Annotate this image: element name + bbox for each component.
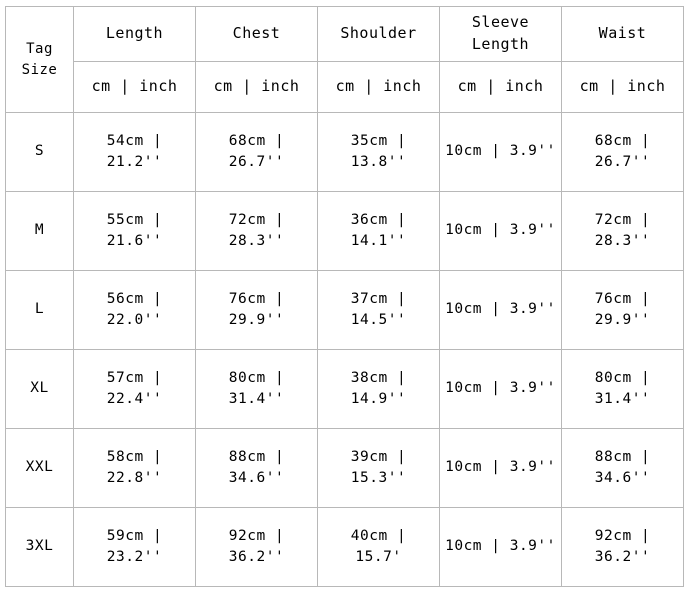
cell-chest-cm: 88cm | xyxy=(228,448,285,465)
column-header-shoulder xyxy=(318,7,440,62)
column-header-chest xyxy=(196,7,318,62)
cell-chest-cm: 72cm | xyxy=(228,211,285,228)
cell-length-cm: 59cm | xyxy=(106,527,163,544)
cell-waist-cm: 72cm | xyxy=(594,211,651,228)
unit-header-shoulder: cm | inch xyxy=(318,62,440,113)
cell-waist xyxy=(562,271,684,350)
size-chart-table xyxy=(5,6,684,587)
cell-length-cm: 57cm | xyxy=(106,369,163,386)
cell-shoulder xyxy=(318,192,440,271)
cell-length-inch: 22.8'' xyxy=(106,470,163,486)
cell-waist-inch: 34.6'' xyxy=(594,470,651,486)
cell-waist-inch: 36.2'' xyxy=(594,549,651,565)
cell-shoulder-cm: 38cm | xyxy=(350,369,407,386)
cell-length xyxy=(74,271,196,350)
cell-chest-cm: 80cm | xyxy=(228,369,285,386)
row-size-label: S xyxy=(6,113,74,192)
cell-shoulder-inch: 15.3'' xyxy=(350,470,407,486)
column-header-shoulder-line1: Shoulder xyxy=(340,24,417,43)
header-row-titles xyxy=(6,7,684,62)
cell-shoulder-inch: 14.5'' xyxy=(350,312,407,328)
cell-waist-inch: 31.4'' xyxy=(594,391,651,407)
cell-chest-cm: 68cm | xyxy=(228,132,285,149)
cell-length xyxy=(74,350,196,429)
cell-chest xyxy=(196,271,318,350)
unit-header-sleeve-length: cm | inch xyxy=(440,62,562,113)
cell-waist xyxy=(562,350,684,429)
column-header-waist xyxy=(562,7,684,62)
cell-waist xyxy=(562,508,684,587)
row-size-label: XXL xyxy=(6,429,74,508)
cell-waist-cm: 68cm | xyxy=(594,132,651,149)
cell-chest-cm: 76cm | xyxy=(228,290,285,307)
column-header-length-line1: Length xyxy=(105,24,164,43)
cell-sleeve-value: 10cm | 3.9'' xyxy=(445,459,556,476)
header-row-units xyxy=(6,62,684,113)
cell-chest xyxy=(196,350,318,429)
column-header-sleeve-length xyxy=(440,7,562,62)
column-header-sleeve-line2: Length xyxy=(471,35,530,53)
cell-length xyxy=(74,113,196,192)
cell-sleeve-length xyxy=(440,429,562,508)
cell-shoulder-cm: 39cm | xyxy=(350,448,407,465)
cell-length-cm: 56cm | xyxy=(106,290,163,307)
cell-chest xyxy=(196,429,318,508)
cell-shoulder-inch: 15.7' xyxy=(355,549,402,565)
table-row xyxy=(6,350,684,429)
cell-chest-inch: 26.7'' xyxy=(228,154,285,170)
cell-sleeve-length xyxy=(440,113,562,192)
cell-waist-inch: 26.7'' xyxy=(594,154,651,170)
tag-size-label-line2: Size xyxy=(21,61,58,78)
row-size-label: XL xyxy=(6,350,74,429)
cell-length xyxy=(74,192,196,271)
cell-length xyxy=(74,508,196,587)
column-header-sleeve-line1: Sleeve xyxy=(471,13,530,32)
cell-shoulder-inch: 13.8'' xyxy=(350,154,407,170)
unit-header-waist: cm | inch xyxy=(562,62,684,113)
cell-chest-inch: 36.2'' xyxy=(228,549,285,565)
cell-length xyxy=(74,429,196,508)
table-row xyxy=(6,429,684,508)
cell-waist xyxy=(562,429,684,508)
cell-length-cm: 55cm | xyxy=(106,211,163,228)
cell-waist-inch: 28.3'' xyxy=(594,233,651,249)
row-size-label: M xyxy=(6,192,74,271)
unit-header-length: cm | inch xyxy=(74,62,196,113)
table-row xyxy=(6,192,684,271)
cell-shoulder-cm: 40cm | xyxy=(350,527,407,544)
cell-length-cm: 54cm | xyxy=(106,132,163,149)
cell-shoulder-inch: 14.9'' xyxy=(350,391,407,407)
cell-shoulder xyxy=(318,350,440,429)
cell-sleeve-length xyxy=(440,271,562,350)
cell-chest-inch: 29.9'' xyxy=(228,312,285,328)
column-header-waist-line1: Waist xyxy=(598,24,647,43)
column-header-length xyxy=(74,7,196,62)
cell-waist xyxy=(562,113,684,192)
cell-sleeve-value: 10cm | 3.9'' xyxy=(445,538,556,555)
cell-sleeve-length xyxy=(440,350,562,429)
cell-shoulder xyxy=(318,271,440,350)
cell-waist-cm: 92cm | xyxy=(594,527,651,544)
cell-chest-inch: 31.4'' xyxy=(228,391,285,407)
cell-sleeve-value: 10cm | 3.9'' xyxy=(445,222,556,239)
cell-chest xyxy=(196,508,318,587)
column-header-chest-line1: Chest xyxy=(232,24,281,43)
cell-shoulder-cm: 36cm | xyxy=(350,211,407,228)
cell-waist-cm: 80cm | xyxy=(594,369,651,386)
row-size-label: 3XL xyxy=(6,508,74,587)
cell-waist xyxy=(562,192,684,271)
cell-shoulder-cm: 37cm | xyxy=(350,290,407,307)
cell-length-cm: 58cm | xyxy=(106,448,163,465)
cell-shoulder xyxy=(318,113,440,192)
table-body xyxy=(6,113,684,587)
tag-size-header xyxy=(6,7,74,113)
cell-sleeve-value: 10cm | 3.9'' xyxy=(445,380,556,397)
cell-sleeve-value: 10cm | 3.9'' xyxy=(445,143,556,160)
table-row xyxy=(6,508,684,587)
tag-size-label-line1: Tag xyxy=(26,41,53,58)
row-size-label: L xyxy=(6,271,74,350)
cell-waist-inch: 29.9'' xyxy=(594,312,651,328)
cell-length-inch: 21.6'' xyxy=(106,233,163,249)
unit-header-chest: cm | inch xyxy=(196,62,318,113)
table-header xyxy=(6,7,684,113)
cell-length-inch: 21.2'' xyxy=(106,154,163,170)
cell-shoulder-inch: 14.1'' xyxy=(350,233,407,249)
cell-shoulder xyxy=(318,508,440,587)
cell-length-inch: 23.2'' xyxy=(106,549,163,565)
cell-length-inch: 22.4'' xyxy=(106,391,163,407)
cell-length-inch: 22.0'' xyxy=(106,312,163,328)
cell-shoulder xyxy=(318,429,440,508)
cell-sleeve-value: 10cm | 3.9'' xyxy=(445,301,556,318)
cell-chest-inch: 34.6'' xyxy=(228,470,285,486)
cell-sleeve-length xyxy=(440,192,562,271)
cell-chest xyxy=(196,113,318,192)
table-row xyxy=(6,113,684,192)
cell-chest xyxy=(196,192,318,271)
cell-shoulder-cm: 35cm | xyxy=(350,132,407,149)
table-row xyxy=(6,271,684,350)
cell-sleeve-length xyxy=(440,508,562,587)
cell-waist-cm: 76cm | xyxy=(594,290,651,307)
cell-chest-inch: 28.3'' xyxy=(228,233,285,249)
cell-waist-cm: 88cm | xyxy=(594,448,651,465)
cell-chest-cm: 92cm | xyxy=(228,527,285,544)
